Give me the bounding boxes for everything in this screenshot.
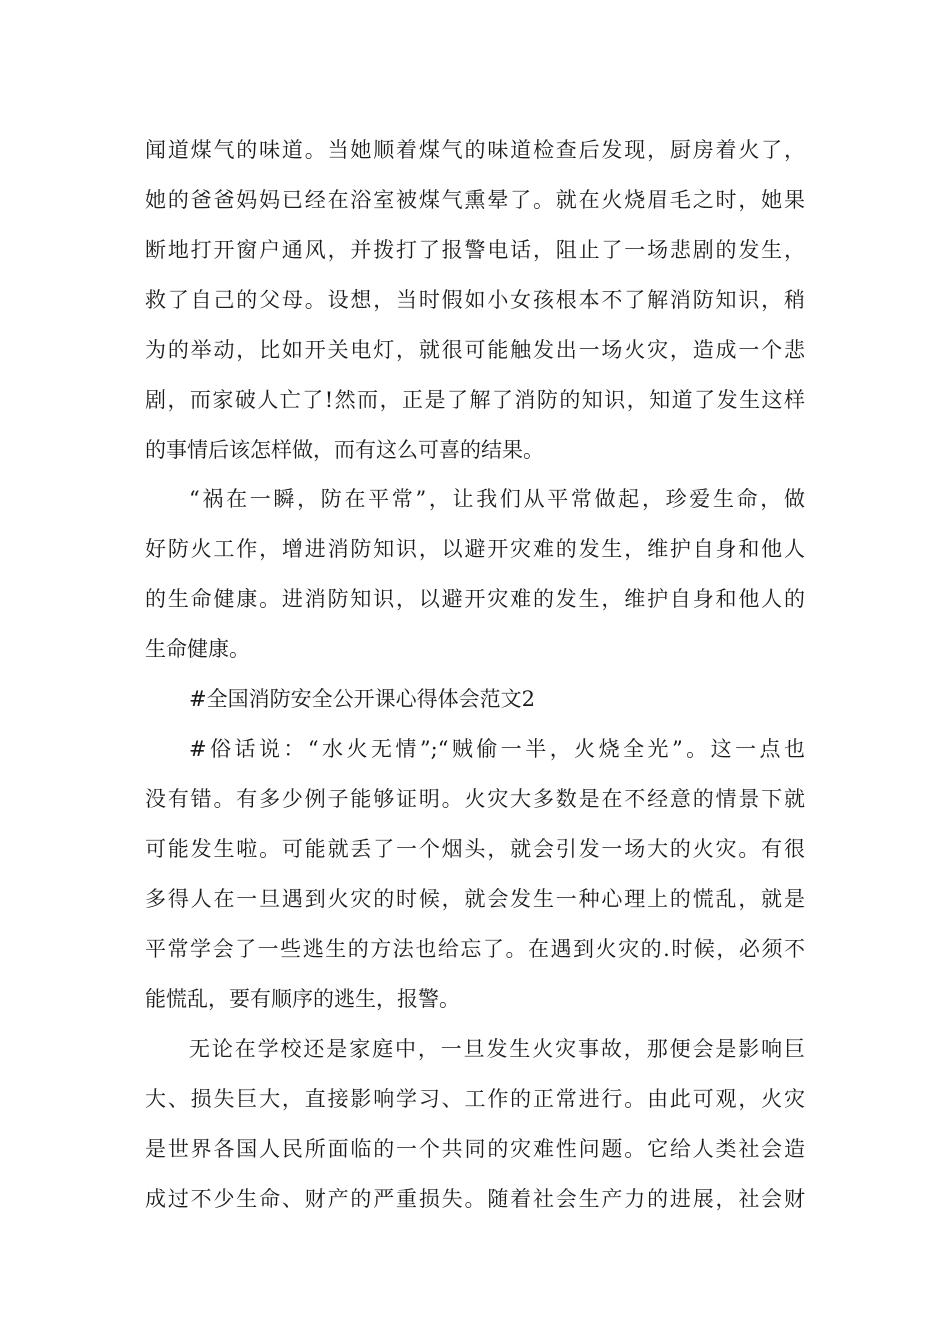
text-line: 可能发生啦。可能就丢了一个烟头，就会引发一场大的火灾。有很: [145, 837, 805, 861]
text-line: 多得人在一旦遇到火灾的时候，就会发生一种心理上的慌乱，就是: [145, 887, 805, 911]
section-heading: #全国消防安全公开课心得体会范文2: [189, 687, 535, 711]
text-line: 断地打开窗户通风，并拨打了报警电话，阻止了一场悲剧的发生，: [145, 238, 805, 262]
text-line: 的事情后该怎样做，而有这么可喜的结果。: [145, 438, 544, 462]
text-line: 能慌乱，要有顺序的逃生，报警。: [145, 987, 460, 1011]
text-line: 剧，而家破人亡了!然而，正是了解了消防的知识，知道了发生这样: [145, 388, 805, 412]
text-line: 大、损失巨大，直接影响学习、工作的正常进行。由此可观，火灾: [145, 1087, 805, 1111]
text-line: 她的爸爸妈妈已经在浴室被煤气熏晕了。就在火烧眉毛之时，她果: [145, 188, 805, 212]
text-line: 的生命健康。进消防知识，以避开灾难的发生，维护自身和他人的: [145, 587, 805, 611]
text-line: 闻道煤气的味道。当她顺着煤气的味道检查后发现，厨房着火了，: [145, 138, 805, 162]
text-line: 为的举动，比如开关电灯，就很可能触发出一场火灾，造成一个悲: [145, 338, 805, 362]
text-line: 无论在学校还是家庭中，一旦发生火灾事故，那便会是影响巨: [189, 1037, 805, 1061]
text-line: 救了自己的父母。设想，当时假如小女孩根本不了解消防知识，稍: [145, 288, 805, 312]
text-line: 好防火工作，增进消防知识，以避开灾难的发生，维护自身和他人: [145, 537, 805, 561]
text-line: 是世界各国人民所面临的一个共同的灾难性问题。它给人类社会造: [145, 1137, 805, 1161]
text-line: #俗话说：“水火无情”;“贼偷一半，火烧全光”。这一点也: [189, 737, 805, 761]
text-line: 成过不少生命、财产的严重损失。随着社会生产力的进展，社会财: [145, 1187, 805, 1211]
text-line: 生命健康。: [145, 637, 250, 661]
text-line: 没有错。有多少例子能够证明。火灾大多数是在不经意的情景下就: [145, 787, 805, 811]
text-line: “祸在一瞬，防在平常”，让我们从平常做起，珍爱生命，做: [189, 487, 805, 511]
text-line: 平常学会了一些逃生的方法也给忘了。在遇到火灾的.时候，必须不: [145, 937, 805, 961]
